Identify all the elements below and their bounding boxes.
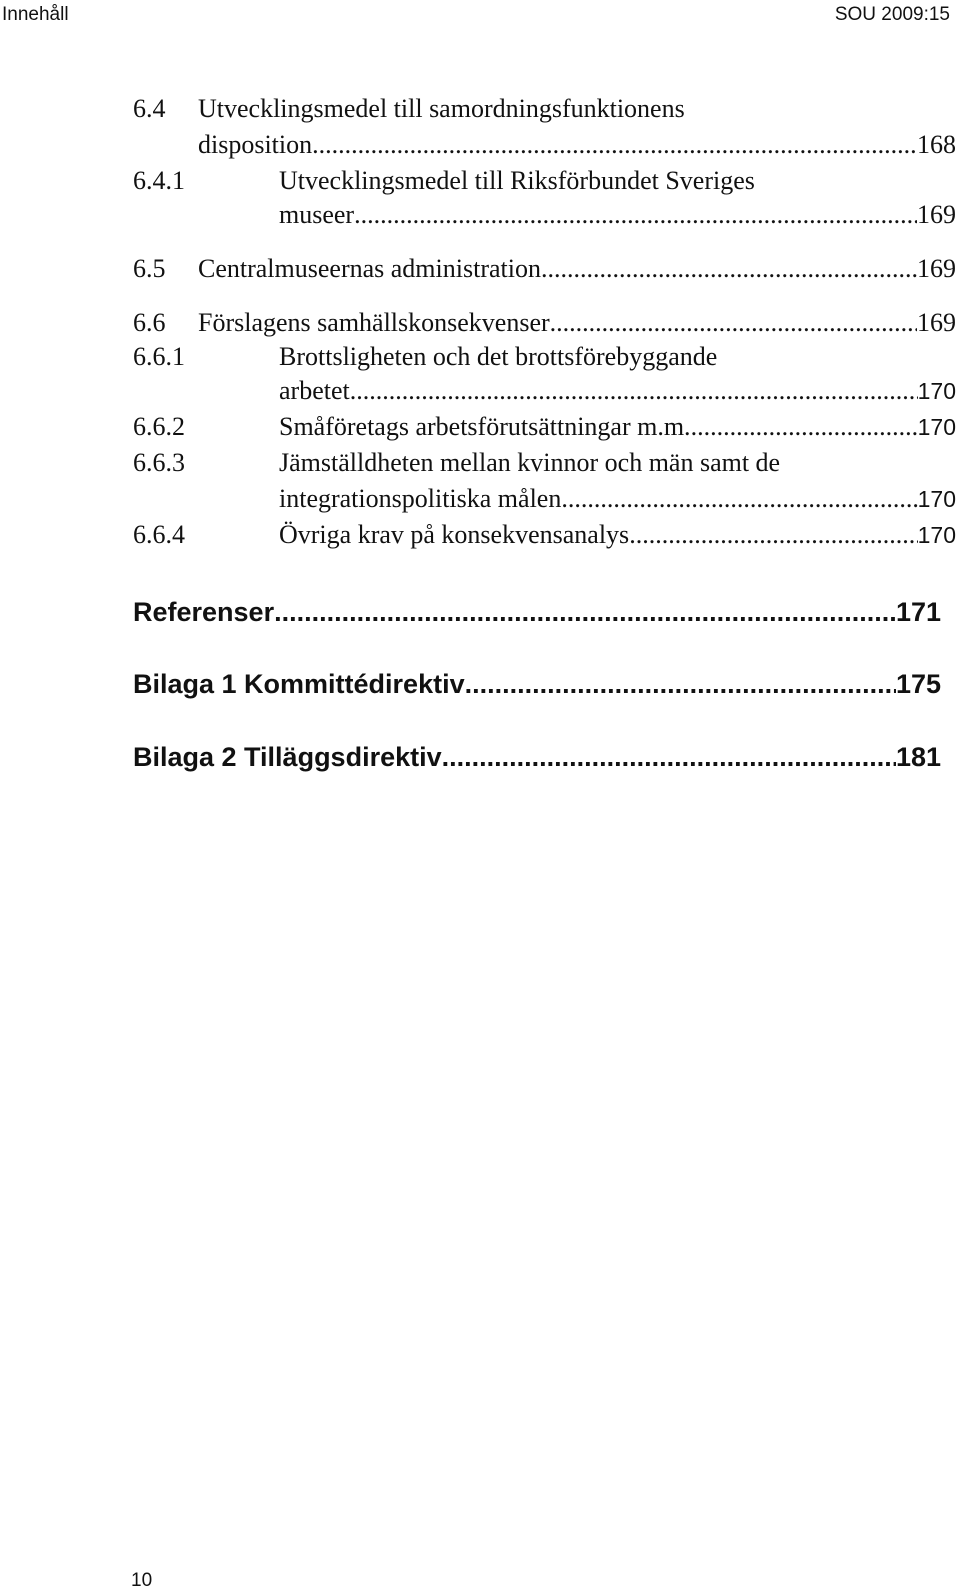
leader-dots <box>561 482 917 516</box>
leader-dots <box>629 518 917 552</box>
leader-dots <box>691 410 918 444</box>
toc-entry-page: 169 <box>917 254 956 283</box>
leader-dots <box>350 374 918 408</box>
toc-section-page: 171 <box>895 597 941 627</box>
toc-entry-6-6-1[interactable] <box>133 340 956 374</box>
toc-entry-number: 6.6 <box>133 308 166 337</box>
toc-entry-title-cont: arbetet <box>279 376 350 405</box>
toc-section-page: 175 <box>895 669 941 699</box>
toc-entry-6-6-1-cont[interactable] <box>133 374 956 408</box>
toc-section-bilaga-1[interactable] <box>133 664 941 704</box>
toc-entry-page: 169 <box>917 308 956 337</box>
toc-entry-page: 170 <box>917 414 956 440</box>
toc-entry-6-6-3-cont[interactable] <box>133 482 956 516</box>
toc-entry-page: 170 <box>917 486 956 512</box>
toc-entry-6-4-cont[interactable] <box>133 128 956 162</box>
toc-entry-title: Utvecklingsmedel till Riksförbundet Sveriges <box>279 166 755 195</box>
toc-section-bilaga-2[interactable] <box>133 737 941 777</box>
toc-entry-number: 6.4 <box>133 94 166 123</box>
toc-entry-6-6[interactable] <box>133 306 956 340</box>
toc-entry-6-4-1-cont[interactable] <box>133 198 956 232</box>
leader-dots <box>550 306 917 340</box>
toc-section-title: Referenser <box>133 597 275 627</box>
toc-entry-title-cont: integrationspolitiska målen <box>279 484 562 513</box>
running-header-report-id: SOU 2009:15 <box>834 4 950 25</box>
toc-entry-page: 170 <box>917 378 956 404</box>
page-number: 10 <box>131 1570 153 1591</box>
toc-entry-title: Förslagens samhällskonsekvenser <box>198 308 550 337</box>
toc-entry-6-6-4[interactable] <box>133 518 956 552</box>
toc-section-title: Bilaga 2 Tilläggsdirektiv <box>133 742 442 772</box>
toc-entry-number: 6.6.4 <box>133 520 185 549</box>
toc-entry-number: 6.6.1 <box>133 342 185 371</box>
toc-section-referenser[interactable] <box>133 592 941 632</box>
toc-entry-6-6-3[interactable] <box>133 446 956 480</box>
toc-entry-6-6-2[interactable] <box>133 410 956 444</box>
running-header-section: Innehåll <box>2 4 69 25</box>
leader-dots <box>274 592 896 632</box>
toc-entry-title-cont: disposition <box>198 130 313 159</box>
toc-entry-6-4-1[interactable] <box>133 164 956 198</box>
toc-entry-title: Övriga krav på konsekvensanalys <box>279 520 630 549</box>
toc-entry-6-4[interactable] <box>133 92 956 126</box>
leader-dots <box>354 198 917 232</box>
leader-dots <box>442 737 896 777</box>
leader-dots <box>465 664 896 704</box>
toc-entry-page: 168 <box>917 130 956 159</box>
toc-entry-number: 6.5 <box>133 254 166 283</box>
toc-entry-number: 6.6.2 <box>133 412 185 441</box>
toc-entry-title: Brottsligheten och det brottsförebyggande <box>279 342 718 371</box>
toc-entry-title-cont: museer <box>279 200 355 229</box>
toc-entry-page: 169 <box>917 200 956 229</box>
toc-entry-number: 6.6.3 <box>133 448 185 477</box>
leader-dots <box>541 252 917 286</box>
toc-entry-title: Utvecklingsmedel till samordningsfunktionens <box>198 94 685 123</box>
toc-section-title: Bilaga 1 Kommittédirektiv <box>133 669 465 699</box>
toc-entry-page: 170 <box>917 522 956 548</box>
toc-entry-title: Småföretags arbetsförutsättningar m.m. <box>279 412 691 441</box>
toc-entry-6-5[interactable] <box>133 252 956 286</box>
leader-dots <box>312 128 917 162</box>
toc-entry-title: Centralmuseernas administration <box>198 254 541 283</box>
toc-entry-number: 6.4.1 <box>133 166 185 195</box>
toc-section-page: 181 <box>895 742 941 772</box>
toc-entry-title: Jämställdheten mellan kvinnor och män samt de <box>279 448 781 477</box>
